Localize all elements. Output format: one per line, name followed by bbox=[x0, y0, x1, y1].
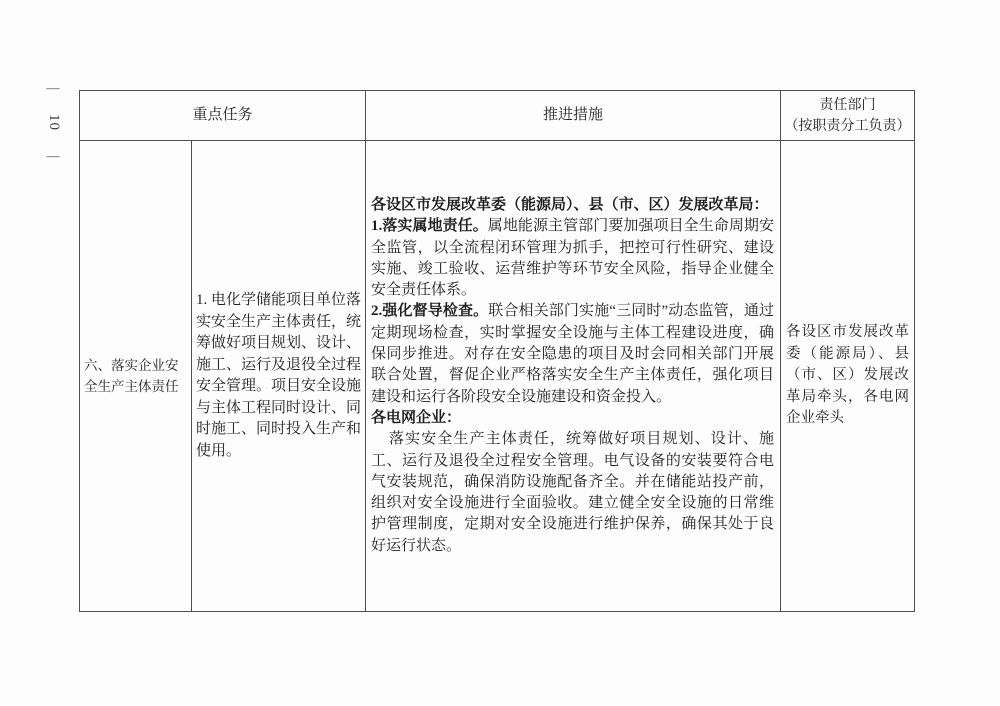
cell-task-detail bbox=[192, 141, 366, 612]
table-header-row bbox=[80, 91, 915, 141]
cell-responsible bbox=[781, 141, 915, 612]
cell-measures bbox=[366, 141, 781, 612]
header-responsible-line1: 责任部门 bbox=[819, 97, 876, 113]
task-table bbox=[79, 90, 915, 612]
page-number-value: 10 bbox=[45, 113, 62, 131]
task-detail-text: 1. 电化学储能项目单位落实安全生产主体责任，统筹做好项目规划、设计、施工、运行及退役全过程安全管理。项目安全设施与主体工程同时设计、同时施工、同时投入生产和使用。 bbox=[196, 292, 362, 459]
measures-group1-heading: 各设区市发展改革委（能源局）、县（市、区）发展改革局： bbox=[371, 196, 769, 213]
measures-item2 bbox=[371, 301, 774, 407]
measures-item2-text: 联合相关部门实施“三同时”动态监管，通过定期现场检查，实时掌握安全设施与主体工程建设进度，确保同步推进。对存在安全隐患的项目及时会同相关部门开展联合处置，督促企业严格落实安全生产主体责任，强化项目建设和运行各阶段安全设施建设和资金投入。 bbox=[371, 303, 775, 405]
cell-task-category bbox=[80, 141, 192, 612]
measures-item2-lead: 2.强化督导检查。 bbox=[371, 303, 489, 320]
page-number-dash-bottom: — bbox=[46, 148, 60, 163]
responsible-text: 各设区市发展改革委（能源局）、县（市、区）发展改革局牵头，各电网企业牵头 bbox=[786, 324, 910, 427]
header-key-tasks: 重点任务 bbox=[80, 91, 366, 141]
task-category-text: 六、落实企业安全生产主体责任 bbox=[84, 358, 179, 394]
table-body-row bbox=[80, 141, 915, 612]
measures-item1 bbox=[371, 216, 774, 301]
header-responsible-line2: （按职责分工负责） bbox=[784, 118, 911, 134]
measures-group2-text: 落实安全生产主体责任，统筹做好项目规划、设计、施工、运行及退役全过程安全管理。电气设备的安装要符合电气安装规范，确保消防设施配备齐全。并在储能站投产前，组织对安全设施进行全面验收。建立健全安全设施的日常维护管理制度，定期对安全设施进行维护保养，确保其处于良好运行状态。 bbox=[371, 431, 775, 554]
measures-item1-lead: 1.落实属地责任。 bbox=[371, 218, 488, 235]
header-responsible bbox=[781, 91, 915, 141]
page-number bbox=[40, 80, 66, 163]
measures-group2-heading: 各电网企业： bbox=[371, 409, 462, 426]
measures-item1-text: 属地能源主管部门要加强项目全生命周期安全监管，以全流程闭环管理为抓手，把控可行性研究、建设实施、竣工验收、运营维护等环节安全风险，指导企业健全安全责任体系。 bbox=[371, 218, 775, 299]
header-measures: 推进措施 bbox=[366, 91, 781, 141]
page-number-dash-top: — bbox=[46, 80, 60, 95]
